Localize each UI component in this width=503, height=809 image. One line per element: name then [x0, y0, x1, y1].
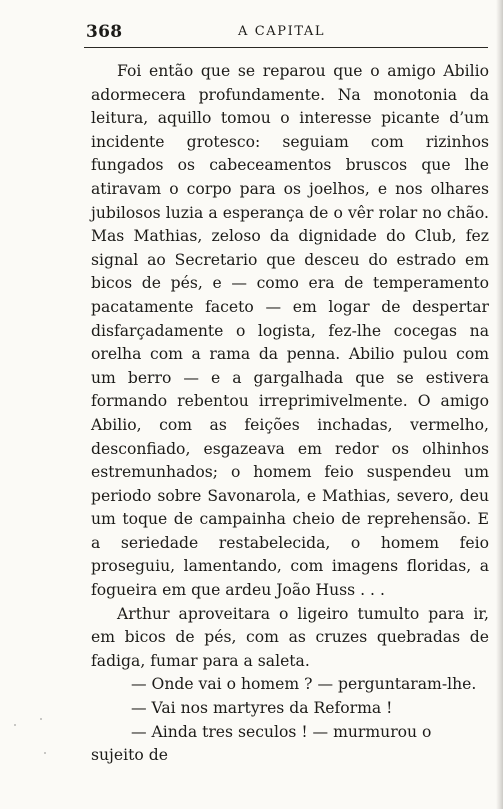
paper-speck [14, 724, 16, 726]
paper-speck [40, 718, 42, 720]
paragraph: Foi então que se reparou que o amigo Abilio adormecera profundamente. Na monotonia da leitura, aquillo tomou o interesse picante d’um incidente grotesco: seguiam com rizinhos fungados os cabeceamentos bruscos que lhe atiravam o corpo para os joelhos, e nos olhares jubilosos luzia a esperança de o vêr rolar no chão. Mas Mathias, zeloso da dignidade do Club, fez signal ao Secretario que desceu do estrado em bicos de pés, e — como era de temperamento pacatamente faceto — em logar de despertar disfarçadamente o logista, fez-lhe cocegas na orelha com a rama da penna. Abilio pulou com um berro — e a gargalhada que se estivera formando rebentou irreprimivelmente. O amigo Abilio, com as feições inchadas, vermelho, desconfiado, esgazeava em redor os olhinhos estremunhados; o homem feio suspendeu um periodo sobre Savonarola, e Mathias, severo, deu um toque de campainha cheio de reprehensão. E a seriedade restabelecida, o homem feio proseguiu, lamentando, com imagens floridas, a fogueira em que ardeu João Huss . . . [91, 62, 489, 600]
running-title: A CAPITAL [238, 24, 326, 39]
dialogue-line: — Ainda tres seculos ! — murmurou o sujeito de [91, 722, 432, 765]
paper-speck [44, 752, 46, 754]
dialogue-line: — Vai nos martyres da Reforma ! [131, 699, 393, 718]
paragraph: Arthur aproveitara o ligeiro tumulto para ir, em bicos de pés, com as cruzes quebradas de fadiga, fumar para a saleta. [91, 604, 489, 670]
header-rule [84, 47, 488, 48]
dialogue-line: — Onde vai o homem ? — perguntaram-lhe. [131, 675, 477, 694]
body-text [91, 60, 489, 768]
page-spine-shadow [496, 0, 503, 809]
running-header [86, 22, 486, 44]
page-number: 368 [86, 22, 123, 42]
